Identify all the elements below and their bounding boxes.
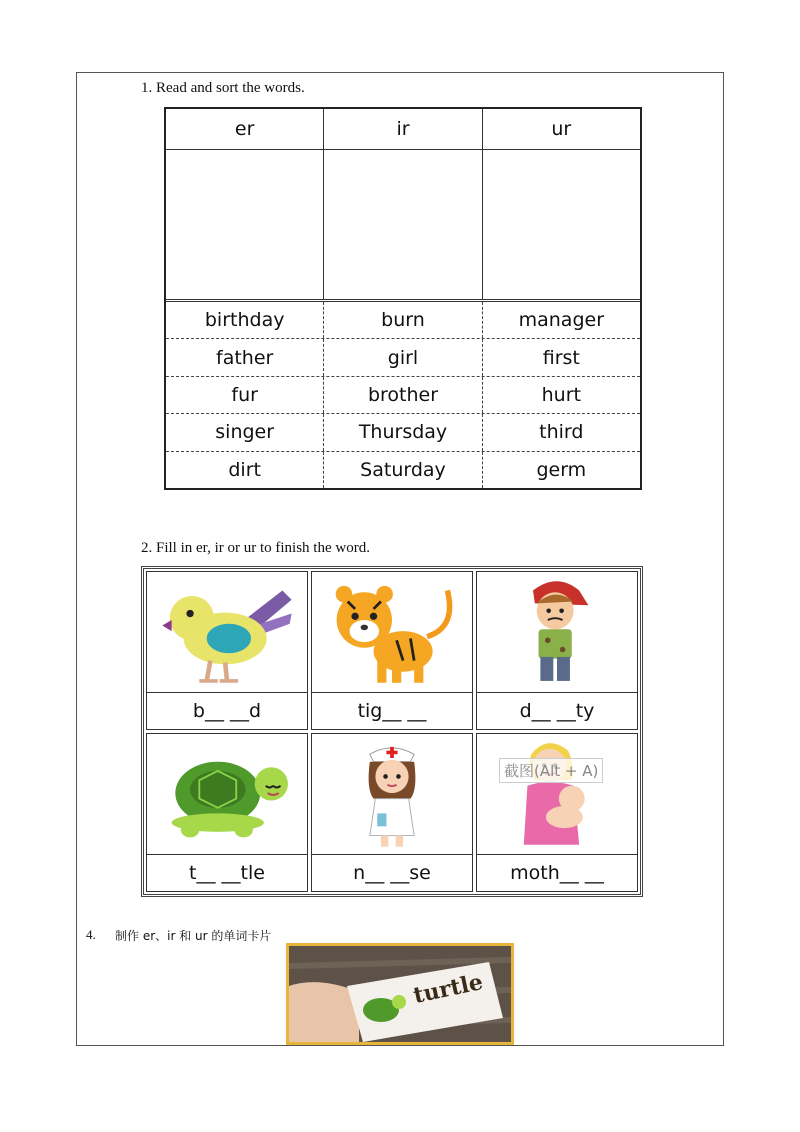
word-cell: dirt [166,452,324,488]
word-cell: hurt [541,384,581,407]
card-tiger [311,571,473,730]
q4-instruction: 制作 er、ir 和 ur 的单词卡片 [115,929,272,943]
word-cell: burn [324,302,482,338]
q1-title: 1. Read and sort the words. [141,80,305,96]
word-bank [166,302,640,488]
card-word: b__ __d [192,700,262,722]
header-ir: ir [324,109,482,149]
answer-cell-er[interactable] [166,149,324,299]
card-dirty-boy [476,571,638,730]
card-word: n__ __se [353,862,431,884]
mother-picture [477,734,637,855]
word-cell: father [166,339,324,375]
picture-grid [141,566,643,897]
q2-title: 2. Fill in er, ir or ur to finish the word. [141,540,370,556]
dirty-boy-picture [477,572,637,693]
word-row [166,414,640,451]
word-cell: Thursday [324,414,482,450]
screenshot-watermark: 截图(Alt + A) [499,758,603,783]
word-cell: germ [536,458,587,481]
word-cell: birthday [166,302,324,338]
card-word: moth__ __ [510,862,604,884]
card-word-turtle: turtle [411,968,486,1010]
word-row [166,302,640,339]
card-mother [476,733,638,892]
card-word: tig__ __ [357,700,427,722]
card-bird [146,571,308,730]
card-word: d__ __ty [519,700,595,722]
header-er: er [166,109,324,149]
answer-cell-ur[interactable] [483,149,640,299]
sort-table-header [166,109,640,150]
card-nurse [311,733,473,892]
word-cell: third [539,421,584,444]
card-turtle [146,733,308,892]
sort-table [164,107,642,490]
bird-picture [147,572,307,693]
tiger-picture [312,572,472,693]
word-cell: first [542,346,580,369]
word-cell: manager [518,309,605,332]
word-row [166,377,640,414]
word-row [166,452,640,488]
word-cell: brother [324,377,482,413]
word-cell: Saturday [324,452,482,488]
word-cell: singer [166,414,324,450]
answer-cell-ir[interactable] [324,149,482,299]
sort-answer-area [166,149,640,302]
word-cell: girl [324,339,482,375]
nurse-picture [312,734,472,855]
word-card-photo [286,943,514,1045]
q4-number: 4. [86,927,96,942]
turtle-picture [147,734,307,855]
word-cell: fur [166,377,324,413]
header-ur: ur [551,118,572,140]
card-word: t__ __tle [189,862,265,884]
word-row [166,339,640,376]
